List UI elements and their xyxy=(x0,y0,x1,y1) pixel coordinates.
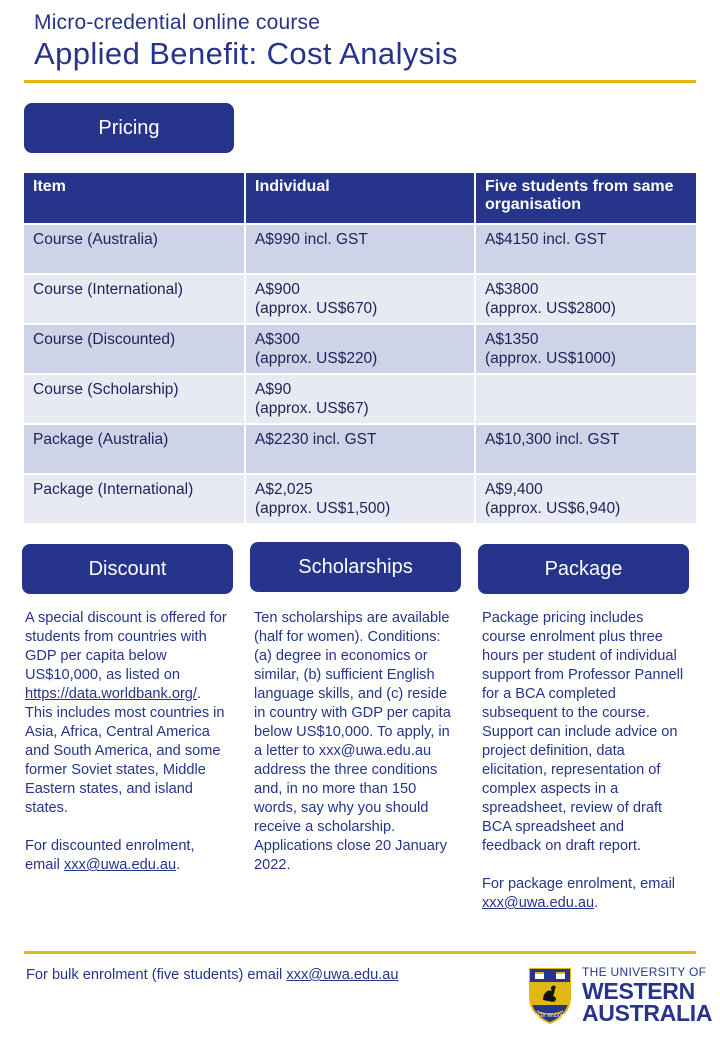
discount-email-link[interactable]: xxx@uwa.edu.au xyxy=(63,857,177,873)
package-email-link[interactable]: xxx@uwa.edu.au xyxy=(482,895,595,911)
bulk-enrolment-note xyxy=(26,967,399,983)
logo-line-1: THE UNIVERSITY OF xyxy=(582,965,707,979)
logo-motto: SEEK WISDOM xyxy=(535,1013,565,1018)
package-enrolment-paragraph xyxy=(482,875,687,913)
scholarships-heading: Scholarships xyxy=(250,542,461,592)
item-cell: Course (Discounted) xyxy=(24,325,246,375)
individual-price-cell xyxy=(246,275,476,325)
discount-paragraph xyxy=(25,609,230,818)
price-approx: (approx. US$670) xyxy=(255,300,378,317)
worldbank-link[interactable]: https://data.worldbank.org/ xyxy=(25,686,197,702)
package-heading: Package xyxy=(478,544,689,594)
price-approx: (approx. US$67) xyxy=(255,400,369,417)
logo-line-2: WESTERN xyxy=(582,978,695,1004)
individual-price-cell xyxy=(246,325,476,375)
individual-price-cell xyxy=(246,475,476,525)
price-main: A$90 xyxy=(255,381,292,398)
item-cell: Course (International) xyxy=(24,275,246,325)
price-approx: (approx. US$6,940) xyxy=(485,500,621,517)
price-main: A$2230 incl. GST xyxy=(255,431,377,448)
price-main: A$9,400 xyxy=(485,481,543,498)
pricing-table xyxy=(24,173,696,525)
discount-text-cont: . This includes most countries in Asia, Africa, Central America and South America, and some former Soviet states, Middle Eastern states, and island states. xyxy=(25,686,225,816)
item-cell: Course (Australia) xyxy=(24,225,246,275)
five-students-price-cell xyxy=(476,475,696,525)
top-divider xyxy=(24,80,696,83)
package-enrolment-text: For package enrolment, email xyxy=(482,876,676,892)
column-header-five-students: Five students from same organisation xyxy=(476,173,696,225)
item-cell: Package (Australia) xyxy=(24,425,246,475)
individual-price-cell xyxy=(246,225,476,275)
discount-heading: Discount xyxy=(22,544,233,594)
five-students-price-cell xyxy=(476,375,696,425)
price-approx: (approx. US$1,500) xyxy=(255,500,391,517)
item-cell: Course (Scholarship) xyxy=(24,375,246,425)
column-header-item: Item xyxy=(24,173,246,225)
bulk-enrolment-text: For bulk enrolment (five students) email xyxy=(26,967,287,983)
price-main: A$300 xyxy=(255,331,300,348)
table-row xyxy=(24,225,696,275)
price-main: A$3800 xyxy=(485,281,539,298)
price-approx: (approx. US$220) xyxy=(255,350,378,367)
discount-description xyxy=(25,609,230,894)
uwa-logo xyxy=(527,965,713,1026)
price-main: A$2,025 xyxy=(255,481,313,498)
package-enrolment-end: . xyxy=(594,895,599,911)
discount-enrolment-paragraph xyxy=(25,837,230,875)
logo-line-3: AUSTRALIA xyxy=(582,1000,713,1026)
table-row xyxy=(24,425,696,475)
price-approx: (approx. US$1000) xyxy=(485,350,616,367)
bottom-divider xyxy=(24,951,696,954)
five-students-price-cell xyxy=(476,275,696,325)
discount-enrolment-text: For discounted enrolment, email xyxy=(25,838,195,873)
price-main: A$4150 incl. GST xyxy=(485,231,607,248)
package-description xyxy=(482,609,687,932)
five-students-price-cell xyxy=(476,325,696,375)
discount-enrolment-end: . xyxy=(176,857,181,873)
crest-icon xyxy=(527,967,573,1025)
table-row xyxy=(24,475,696,525)
scholarships-paragraph: Ten scholarships are available (half for women). Conditions: (a) degree in economics or similar, (b) sufficient English language skills, and (c) reside in country with GDP per capita below US$10,000. To apply, in a letter to xxx@uwa.edu.au address the three conditions and, in no more than 150 words, say why you should receive a scholarship. Applications close 20 January 2022. xyxy=(254,610,451,873)
pricing-heading: Pricing xyxy=(24,103,234,153)
price-main: A$990 incl. GST xyxy=(255,231,368,248)
price-main: A$1350 xyxy=(485,331,539,348)
course-subtitle: Micro-credential online course xyxy=(34,11,321,34)
price-main: A$900 xyxy=(255,281,300,298)
table-row xyxy=(24,375,696,425)
five-students-price-cell xyxy=(476,225,696,275)
price-approx: (approx. US$2800) xyxy=(485,300,616,317)
package-paragraph: Package pricing includes course enrolment plus three hours per student of individual support from Professor Pannell for a BCA completed subsequent to the course. Support can include advice on project definition, data elicitation, representation of complex aspects in a spreadsheet, review of draft BCA spreadsheet and feedback on draft report. xyxy=(482,610,684,854)
pricing-header-row xyxy=(24,173,696,225)
price-main: A$10,300 incl. GST xyxy=(485,431,620,448)
table-row xyxy=(24,275,696,325)
column-header-individual: Individual xyxy=(246,173,476,225)
item-cell: Package (International) xyxy=(24,475,246,525)
individual-price-cell xyxy=(246,375,476,425)
discount-text: A special discount is offered for students from countries with GDP per capita below US$10,000, as listed on xyxy=(25,610,227,683)
table-row xyxy=(24,325,696,375)
scholarships-description xyxy=(254,609,459,894)
page-title: Applied Benefit: Cost Analysis xyxy=(34,36,458,71)
five-students-price-cell xyxy=(476,425,696,475)
bulk-email-link[interactable]: xxx@uwa.edu.au xyxy=(286,967,399,983)
individual-price-cell xyxy=(246,425,476,475)
